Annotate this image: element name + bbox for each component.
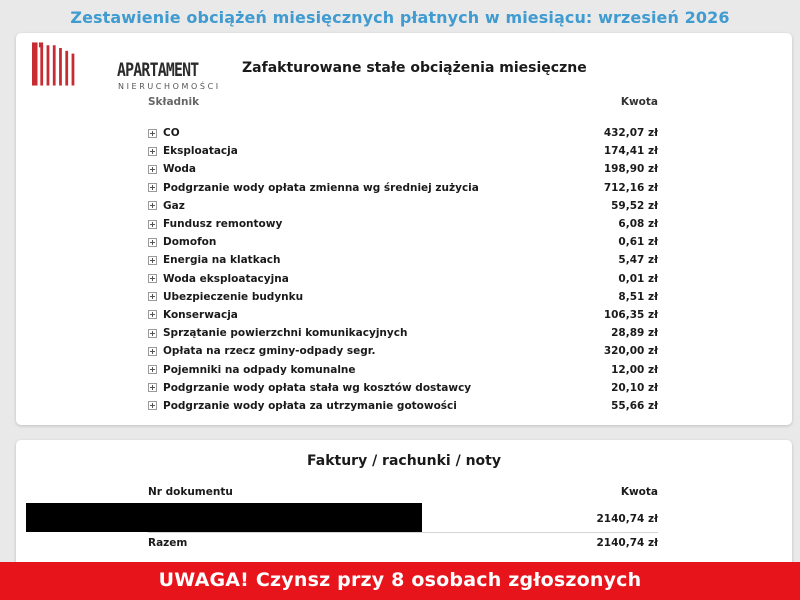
charge-row[interactable] xyxy=(148,379,658,397)
column-header-invoice-amount: Kwota xyxy=(620,486,658,498)
fixed-charges-heading: Zafakturowane stałe obciążenia miesięczne xyxy=(242,60,587,76)
charge-name: Sprzątanie powierzchni komunikacyjnych xyxy=(163,327,408,340)
expand-icon[interactable] xyxy=(148,329,157,338)
charge-name: Energia na klatkach xyxy=(163,254,281,267)
expand-icon[interactable] xyxy=(148,147,157,156)
charge-amount: 28,89 zł xyxy=(611,327,658,340)
charge-amount: 106,35 zł xyxy=(603,308,658,321)
expand-icon[interactable] xyxy=(148,183,157,192)
charge-row[interactable] xyxy=(148,251,658,269)
logo-bars-icon xyxy=(32,33,82,95)
charge-name: CO xyxy=(163,127,180,140)
charge-row[interactable] xyxy=(148,197,658,215)
charge-name: Podgrzanie wody opłata zmienna wg średniej zużycia xyxy=(163,181,479,194)
charge-amount: 12,00 zł xyxy=(611,363,658,376)
charge-amount: 432,07 zł xyxy=(603,127,658,140)
charge-name: Konserwacja xyxy=(163,308,238,321)
charge-name: Ubezpieczenie budynku xyxy=(163,290,304,303)
charge-name: Podgrzanie wody opłata za utrzymanie gotowości xyxy=(163,399,457,412)
column-header-amount: Kwota xyxy=(620,96,658,108)
charge-amount: 174,41 zł xyxy=(603,145,658,158)
expand-icon[interactable] xyxy=(148,401,157,410)
expand-icon[interactable] xyxy=(148,310,157,319)
charge-row[interactable] xyxy=(148,397,658,415)
charge-row[interactable] xyxy=(148,142,658,160)
charge-row[interactable] xyxy=(148,124,658,142)
charge-row[interactable] xyxy=(148,288,658,306)
total-amount: 2140,74 zł xyxy=(596,537,658,549)
charge-amount: 712,16 zł xyxy=(603,181,658,194)
expand-icon[interactable] xyxy=(148,220,157,229)
expand-icon[interactable] xyxy=(148,365,157,374)
charge-name: Woda eksploatacyjna xyxy=(163,272,289,285)
page-title: Zestawienie obciążeń miesięcznych płatnych w miesiącu: wrzesień 2026 xyxy=(70,8,730,27)
charge-name: Eksploatacja xyxy=(163,145,238,158)
logo-subtitle: NIERUCHOMOŚCI xyxy=(118,82,221,91)
redacted-document-number xyxy=(26,503,422,532)
table-divider xyxy=(148,532,658,533)
fixed-charges-card xyxy=(16,33,792,425)
expand-icon[interactable] xyxy=(148,347,157,356)
charge-name: Fundusz remontowy xyxy=(163,218,283,231)
expand-icon[interactable] xyxy=(148,256,157,265)
charge-row[interactable] xyxy=(148,324,658,342)
expand-icon[interactable] xyxy=(148,129,157,138)
total-label: Razem xyxy=(148,537,188,549)
invoices-card xyxy=(16,440,792,568)
column-header-document: Nr dokumentu xyxy=(148,486,233,498)
expand-icon[interactable] xyxy=(148,274,157,283)
charges-list xyxy=(148,124,658,415)
charge-amount: 198,90 zł xyxy=(603,163,658,176)
charge-row[interactable] xyxy=(148,270,658,288)
charge-name: Gaz xyxy=(163,199,185,212)
charge-row[interactable] xyxy=(148,306,658,324)
charge-name: Opłata na rzecz gminy-odpady segr. xyxy=(163,345,376,358)
expand-icon[interactable] xyxy=(148,201,157,210)
charge-amount: 59,52 zł xyxy=(611,199,658,212)
charge-row[interactable] xyxy=(148,160,658,178)
expand-icon[interactable] xyxy=(148,383,157,392)
column-header-component: Składnik xyxy=(148,96,200,108)
company-logo xyxy=(30,33,230,95)
charge-row[interactable] xyxy=(148,342,658,360)
invoice-amount: 2140,74 zł xyxy=(596,513,658,525)
expand-icon[interactable] xyxy=(148,165,157,174)
expand-icon[interactable] xyxy=(148,292,157,301)
charge-name: Podgrzanie wody opłata stała wg kosztów dostawcy xyxy=(163,381,472,394)
charge-row[interactable] xyxy=(148,360,658,378)
charge-amount: 8,51 zł xyxy=(618,290,658,303)
charge-name: Woda xyxy=(163,163,197,176)
charge-amount: 0,61 zł xyxy=(618,236,658,249)
charge-amount: 320,00 zł xyxy=(603,345,658,358)
charge-name: Pojemniki na odpady komunalne xyxy=(163,363,356,376)
charge-name: Domofon xyxy=(163,236,217,249)
charge-amount: 55,66 zł xyxy=(611,399,658,412)
charge-row[interactable] xyxy=(148,233,658,251)
charge-row[interactable] xyxy=(148,215,658,233)
invoices-heading: Faktury / rachunki / noty xyxy=(307,453,501,469)
logo-name: APARTAMENT xyxy=(117,59,199,81)
charge-amount: 6,08 zł xyxy=(618,218,658,231)
charge-amount: 20,10 zł xyxy=(611,381,658,394)
expand-icon[interactable] xyxy=(148,238,157,247)
charge-amount: 0,01 zł xyxy=(618,272,658,285)
charge-amount: 5,47 zł xyxy=(618,254,658,267)
charge-row[interactable] xyxy=(148,179,658,197)
warning-banner: UWAGA! Czynsz przy 8 osobach zgłoszonych xyxy=(0,562,800,600)
